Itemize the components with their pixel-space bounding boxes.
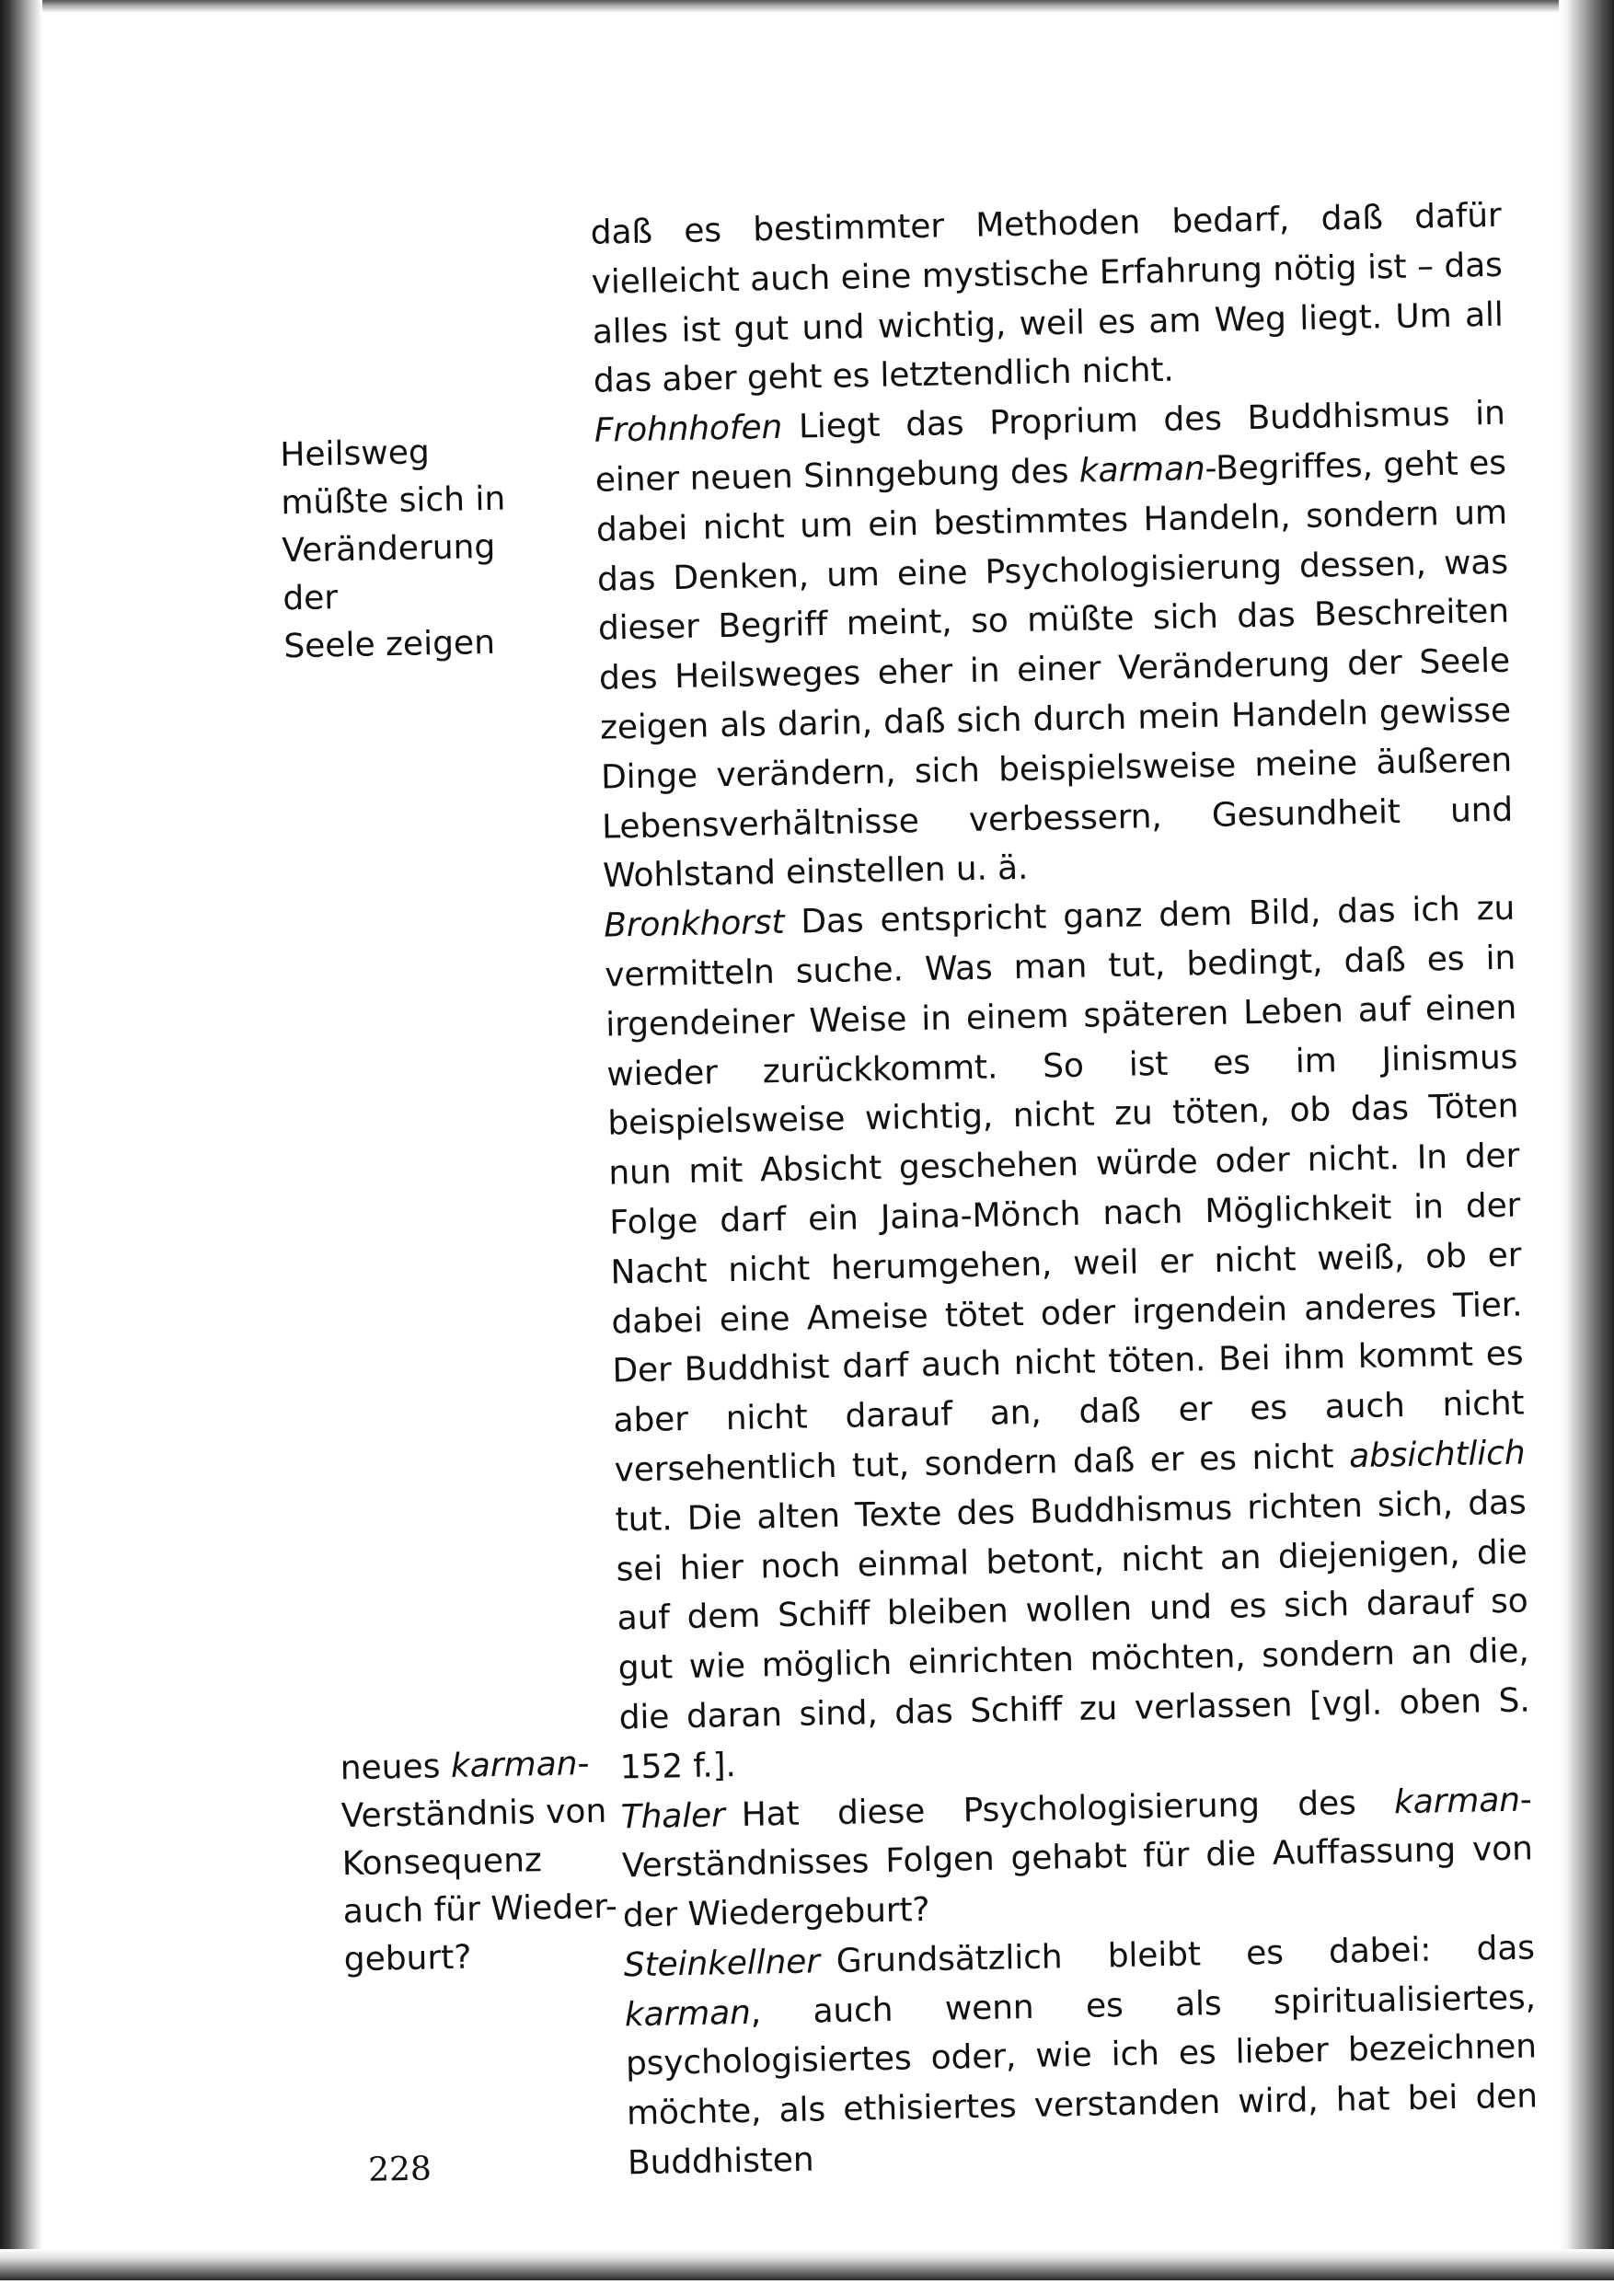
margin-note-line: müßte sich in (280, 479, 506, 523)
margin-note-line: Heilsweg (279, 433, 431, 475)
paragraph-text: tut. Die alten Texte des Buddhismus richten sich, das sei hier noch einmal betont, nicht an diejenigen, die auf dem Schiff bleiben wollen und es sich darauf so gut wie möglich einrichten möchten, sondern an die, die daran sind, das Schiff zu verlassen [vgl. oben S. 152 f.]. (615, 1483, 1530, 1787)
speaker-name: Frohnhofen (594, 409, 783, 450)
main-text-column (590, 191, 1539, 2188)
paragraph-italic: karman (1393, 1781, 1521, 1821)
margin-note-heilsweg (280, 427, 560, 672)
paragraph-text: , auch wenn es als spiritualisiertes, psychologisiertes oder, wie ich es lieber bezeichnen möchte, als ethisiertes verstanden wird, hat bei den Buddhisten (625, 1979, 1539, 2183)
paragraph-italic: karman (1078, 449, 1205, 490)
speaker-name: Thaler (620, 1795, 726, 1836)
paragraph-text: -Verständnisses Folgen gehabt für die Auffassung von der Wiedergeburt? (621, 1780, 1534, 1935)
paragraph-text: daß es bestimmter Methoden bedarf, daß dafür vielleicht auch eine mystische Erfahrung nötig ist – das alles ist gut und wichtig, weil es am Weg liegt. Um all das aber geht es letztendlich nicht. (590, 196, 1504, 401)
paragraph-text: -Begriffes, geht es dabei nicht um ein bestimmtes Handeln, sondern um das Denken, um eine Psychologisierung dessen, was dieser Begriff meint, so müßte sich das Beschreiten des Heilsweges eher in einer Veränderung der Seele zeigen als darin, daß sich durch mein Handeln gewisse Dinge verändern, sich beispielsweise meine äußeren Lebensverhältnisse verbessern, Gesundheit und Wohlstand einstellen u. ä. (595, 444, 1514, 896)
paragraph-text: Grundsätzlich bleibt es dabei: das (836, 1929, 1536, 1980)
margin-note-text: - (577, 1745, 590, 1783)
margin-note-karman (340, 1739, 639, 1984)
margin-note-line: Konsequenz (341, 1841, 543, 1884)
margin-note-italic: karman (450, 1745, 578, 1786)
speaker-name: Bronkhorst (603, 904, 785, 945)
paragraph (623, 1923, 1539, 2188)
margin-note-line: Seele zeigen (282, 623, 496, 666)
margin-note-line: Veränderung der (281, 527, 496, 618)
paragraph (620, 1775, 1534, 1941)
page-number: 228 (367, 2150, 432, 2189)
paragraph-italic: absichtlich (1348, 1434, 1526, 1476)
paragraph-italic: karman (624, 1993, 752, 2035)
paragraph (594, 389, 1514, 902)
margin-note-line (340, 1739, 635, 1793)
paragraph (604, 884, 1531, 1793)
margin-note-text: neues (340, 1748, 452, 1788)
paragraph-text: Hat diese Psychologisierung des (741, 1783, 1395, 1834)
margin-note-line: Verständnis von (340, 1792, 607, 1836)
paragraph-text: Das entspricht ganz dem Bild, das ich zu vermitteln suche. Was man tut, bedingt, daß es in irgendeiner Weise in einem späteren Leben auf einen wieder zurückkommt. So ist es im Jinismus beispielsweise wichtig, nicht zu töten, ob das Töten nun mit Absicht geschehen würde oder nicht. In der Folge darf ein Jaina-Mönch nach Möglichkeit in der Nacht nicht herumgehen, weil er nicht weiß, ob er dabei eine Ameise tötet oder irgendein anderes Tier. Der Buddhist darf auch nicht töten. Bei ihm kommt es aber nicht darauf an, daß er es auch nicht versehentlich tut, sondern daß er es nicht (604, 889, 1525, 1490)
margin-note-line: auch für Wieder- (342, 1887, 618, 1932)
margin-note-line: geburt? (343, 1938, 472, 1979)
paragraph (590, 191, 1504, 407)
speaker-name: Steinkellner (623, 1943, 821, 1985)
paragraph-text: Liegt das Proprium des Buddhismus in einer neuen Sinngebung des (594, 394, 1506, 500)
